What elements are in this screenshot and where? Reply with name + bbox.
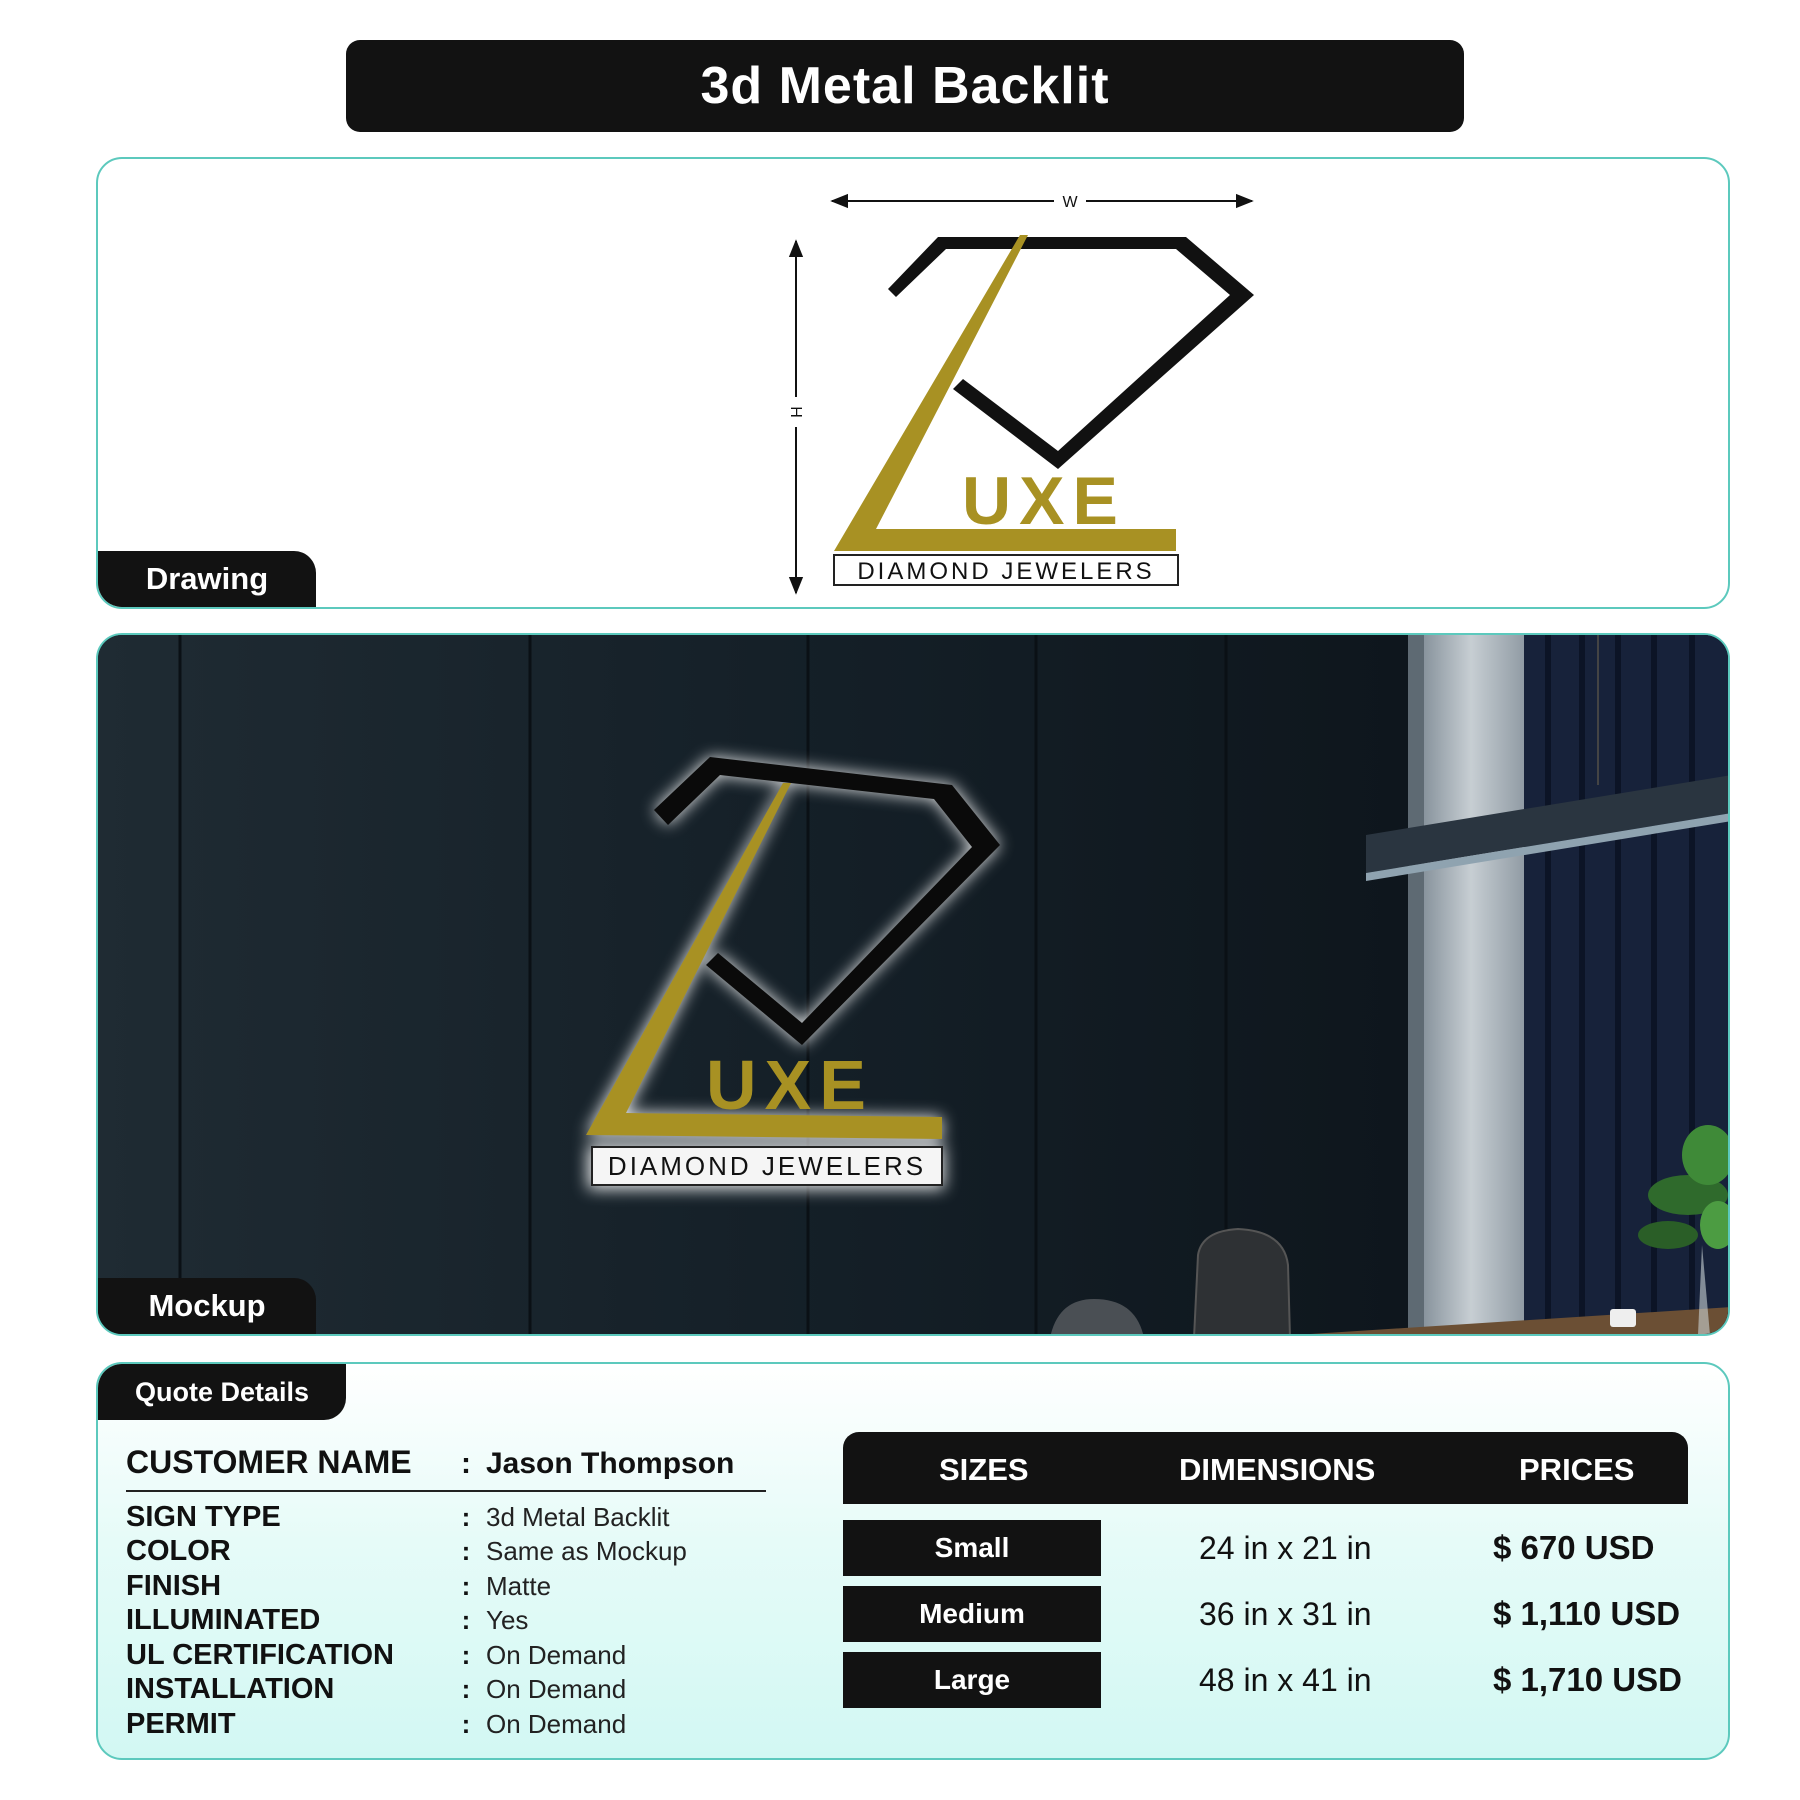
detail-label: SIGN TYPE (126, 1500, 281, 1533)
size-row-medium (843, 1586, 1688, 1642)
logo-word: UXE (962, 463, 1126, 539)
header-dimensions: DIMENSIONS (1179, 1452, 1376, 1487)
size-dimensions: 48 in x 41 in (1199, 1662, 1372, 1698)
detail-row-color (126, 1535, 766, 1570)
colon: : (461, 1708, 471, 1739)
colon: : (461, 1570, 471, 1601)
chair (1194, 1229, 1290, 1336)
detail-label: UL CERTIFICATION (126, 1638, 394, 1671)
page-title: 3d Metal Backlit (346, 40, 1464, 132)
size-large-button[interactable]: Large (843, 1652, 1101, 1708)
logo-drawing (698, 169, 1258, 599)
window-light (1416, 635, 1526, 1336)
detail-value: On Demand (486, 1639, 627, 1670)
curtain (1524, 635, 1730, 1336)
detail-row-finish (126, 1569, 766, 1604)
size-price: $ 670 USD (1493, 1529, 1655, 1566)
size-price: $ 1,710 USD (1493, 1661, 1682, 1698)
size-price: $ 1,110 USD (1493, 1595, 1681, 1632)
quote-details-list (126, 1444, 766, 1742)
size-row-small (843, 1520, 1688, 1576)
detail-row-ul-certification (126, 1638, 766, 1673)
colon: : (461, 1674, 471, 1705)
size-dimensions: 24 in x 21 in (1199, 1530, 1372, 1566)
mockup-panel (96, 633, 1730, 1336)
detail-value: On Demand (486, 1674, 627, 1705)
detail-value: Same as Mockup (486, 1536, 687, 1567)
logo-tagline: DIAMOND JEWELERS (857, 558, 1155, 585)
detail-row-permit (126, 1707, 766, 1742)
detail-label: INSTALLATION (126, 1673, 335, 1706)
quote-panel (96, 1362, 1730, 1760)
header-sizes: SIZES (939, 1452, 1029, 1487)
detail-row-installation (126, 1673, 766, 1708)
colon: : (461, 1536, 471, 1567)
sizes-table-header (843, 1432, 1688, 1504)
detail-value: On Demand (486, 1708, 627, 1739)
mockup-tag: Mockup (98, 1278, 316, 1334)
quote-tag: Quote Details (98, 1364, 346, 1420)
size-row-large (843, 1652, 1688, 1708)
mockup-logo-word: UXE (706, 1046, 874, 1124)
detail-row-sign-type (126, 1500, 766, 1535)
height-label: H (787, 406, 804, 418)
colon: : (461, 1501, 471, 1532)
detail-value: 3d Metal Backlit (486, 1501, 670, 1532)
header-prices: PRICES (1519, 1452, 1635, 1487)
size-dimensions: 36 in x 31 in (1199, 1596, 1372, 1632)
colon: : (461, 1605, 471, 1636)
customer-name: Jason Thompson (486, 1447, 735, 1480)
customer-label: CUSTOMER NAME (126, 1444, 412, 1480)
drawing-panel (96, 157, 1730, 609)
diamond-outline (888, 237, 1254, 469)
mockup-scene (98, 635, 1730, 1336)
detail-value: Yes (486, 1605, 529, 1636)
detail-label: ILLUMINATED (126, 1604, 321, 1637)
mockup-logo-tagline: DIAMOND JEWELERS (607, 1151, 927, 1181)
drawing-tag: Drawing (98, 551, 316, 607)
window-frame (1408, 635, 1424, 1336)
customer-row (126, 1444, 766, 1492)
detail-label: COLOR (126, 1535, 231, 1568)
detail-label: PERMIT (126, 1707, 236, 1740)
size-small-button[interactable]: Small (843, 1520, 1101, 1576)
cup (1610, 1309, 1636, 1327)
detail-row-illuminated (126, 1604, 766, 1639)
width-label: W (1062, 194, 1078, 211)
colon: : (461, 1447, 471, 1480)
size-medium-button[interactable]: Medium (843, 1586, 1101, 1642)
detail-label: FINISH (126, 1569, 222, 1602)
colon: : (461, 1639, 471, 1670)
detail-value: Matte (486, 1570, 552, 1601)
